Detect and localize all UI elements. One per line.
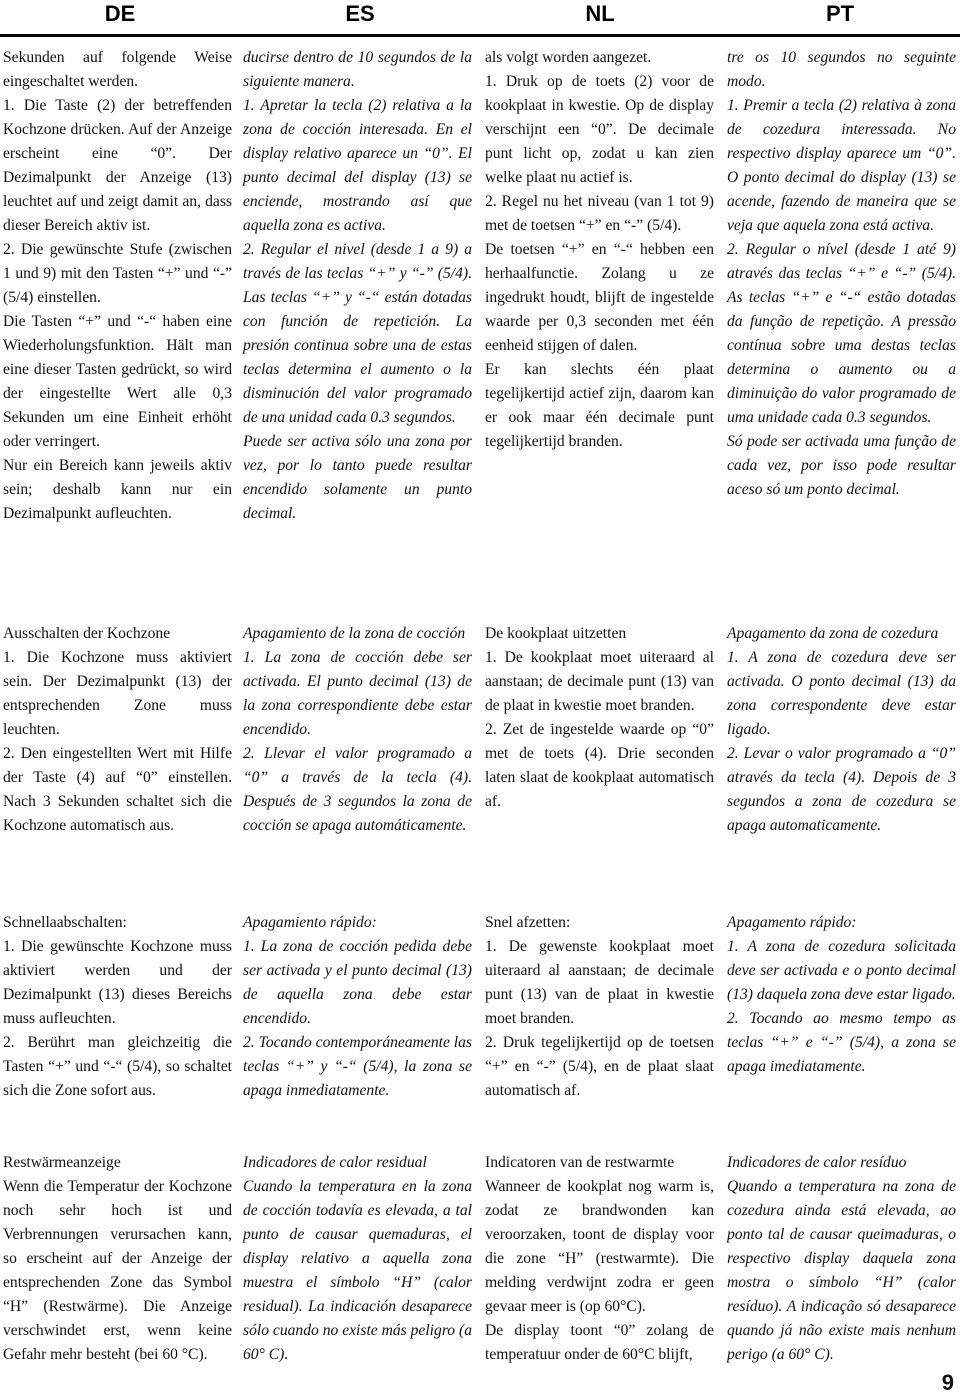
paragraph: Nur ein Bereich kann jeweils aktiv sein; deshalb kann nur ein Dezimalpunkt aufleuchten.	[3, 457, 232, 522]
column-pt	[727, 911, 956, 1079]
paragraph: Cuando la temperatura en la zona de cocción todavía es elevada, a tal punto de causar quemaduras, el display relativo a aquella zona muestra el símbolo “H” (calor residual). La indicación desaparece sólo cuando no existe más peligro (a 60° C).	[243, 1178, 472, 1363]
paragraph: 1. A zona de cozedura solicitada deve ser activada e o ponto decimal (13) daquela zona deve estar ligado.	[727, 938, 956, 1003]
paragraph: 1. A zona de cozedura deve ser activada. O ponto decimal (13) da zona correspondente deve estar ligado.	[727, 649, 956, 738]
paragraph: 1. Apretar la tecla (2) relativa a la zona de cocción interesada. En el display relativo aparece un “0”. El punto decimal del display (13) se enciende, mostrando así que aquella zona es activa.	[243, 97, 472, 234]
paragraph: 1. De gewenste kookplaat moet uiteraard al aanstaan; de decimale punt (13) van de plaat in kwestie moet branden.	[485, 938, 714, 1027]
paragraph: 2. Druk tegelijkertijd op de toetsen “+” en “-” (5/4), en de plaat slaat automatisch af.	[485, 1034, 714, 1099]
column-de	[3, 46, 232, 526]
column-nl	[485, 911, 714, 1103]
column-es	[243, 622, 472, 838]
header-rule	[0, 34, 960, 37]
column-pt	[727, 1151, 956, 1367]
paragraph: 1. De kookplaat moet uiteraard al aanstaan; de decimale punt (13) van de plaat in kwestie moet branden.	[485, 649, 714, 714]
paragraph: 1. Druk op de toets (2) voor de kookplaat in kwestie. Op de display verschijnt een “0”. De decimale punt licht op, zodat u kan zien welke plaat nu actief is.	[485, 73, 714, 186]
paragraph: ducirse dentro de 10 segundos de la siguiente manera.	[243, 49, 472, 90]
paragraph: 1. Premir a tecla (2) relativa à zona de cozedura interessada. No respectivo display aparece um “0”. O ponto decimal do display (13) se acende, fazendo de maneira que se veja que aquela zona está activa.	[727, 97, 956, 234]
paragraph: 1. Die Taste (2) der betreffenden Kochzone drücken. Auf der Anzeige erscheint eine “0”. Der Dezimalpunkt der Anzeige (13) leuchtet auf und zeigt damit an, dass dieser Bereich aktiv ist.	[3, 97, 232, 234]
section-heading: Schnellaabschalten:	[3, 914, 127, 931]
paragraph: Puede ser activa sólo una zona por vez, por lo tanto puede resultar encendido solamente un punto decimal.	[243, 433, 472, 522]
column-nl	[485, 1151, 714, 1367]
paragraph: 2. Tocando ao mesmo tempo as teclas “+” e “-” (5/4), a zona se apaga imediatamente.	[727, 1010, 956, 1075]
section-heading: Snel afzetten:	[485, 914, 571, 931]
column-pt	[727, 46, 956, 502]
language-label-nl: NL	[585, 1, 615, 26]
page-number: 9	[941, 1370, 954, 1395]
section-heading: Apagamento rápido:	[727, 914, 857, 931]
paragraph: De display toont “0” zolang de temperatuur onder de 60°C blijft,	[485, 1322, 714, 1363]
column-pt	[727, 622, 956, 838]
paragraph: 2. Die gewünschte Stufe (zwischen 1 und 9) mit den Tasten “+” und “-” (5/4) einstellen.	[3, 241, 232, 306]
paragraph: 1. La zona de cocción debe ser activada. El punto decimal (13) de la zona correspondiente debe estar encendido.	[243, 649, 472, 738]
paragraph: 2. Berührt man gleichzeitig die Tasten “+” und “-“ (5/4), so schaltet sich die Zone sofort aus.	[3, 1034, 232, 1099]
column-de	[3, 911, 232, 1103]
language-label-de: DE	[104, 1, 136, 26]
paragraph: Die Tasten “+” und “-“ haben eine Wiederholungsfunktion. Hält man eine dieser Tasten gedrückt, so wird der eingestellte Wert alle 0,3 Sekunden um eine Einheit erhöht oder verringert.	[3, 313, 232, 450]
column-es	[243, 46, 472, 526]
paragraph: 2. Regular o nível (desde 1 até 9) através das teclas “+” e “-” (5/4). As teclas “+” e “-“ estão dotadas da função de repetição. A pressão contínua sobre uma destas teclas determina o aumento ou a diminuição do valor programado de uma unidade cada 0.3 segundos.	[727, 241, 956, 426]
paragraph: als volgt worden aangezet.	[485, 49, 652, 66]
column-de	[3, 1151, 232, 1367]
paragraph: 2. Zet de ingestelde waarde op “0” met de toets (4). Drie seconden laten slaat de kookplaat automatisch af.	[485, 721, 714, 810]
paragraph: 2. Tocando contemporáneamente las teclas “+” y “-“ (5/4), la zona se apaga inmediatamente.	[243, 1034, 472, 1099]
column-de	[3, 622, 232, 838]
section-heading: Restwärmeanzeige	[3, 1154, 121, 1171]
paragraph: Wenn die Temperatur der Kochzone noch sehr hoch ist und Verbrennungen verursachen kann, so erscheint auf der Anzeige der entsprechenden Zone das Symbol “H” (Restwärme). Die Anzeige verschwindet erst, wenn keine Gefahr mehr besteht (bei 60 °C).	[3, 1178, 232, 1363]
section-heading: Indicatoren van de restwarmte	[485, 1154, 675, 1171]
column-es	[243, 1151, 472, 1367]
section-heading: Indicadores de calor resíduo	[727, 1154, 907, 1171]
paragraph: tre os 10 segundos no seguinte modo.	[727, 49, 956, 90]
section-heading: Apagamiento rápido:	[243, 914, 377, 931]
paragraph: Er kan slechts één plaat tegelijkertijd actief zijn, daarom kan er ook maar één decimale punt tegelijkertijd branden.	[485, 361, 714, 450]
section-heading: Indicadores de calor residual	[243, 1154, 427, 1171]
section-heading: Ausschalten der Kochzone	[3, 625, 171, 642]
language-label-pt: PT	[825, 1, 855, 26]
paragraph: 2. Regular el nivel (desde 1 a 9) a través de las teclas “+” y “-” (5/4). Las teclas “+” y “-“ están dotadas con función de repetición. La presión continua sobre una de estas teclas determina el aumento o la disminución del valor programado de una unidad cada 0.3 segundos.	[243, 241, 472, 426]
paragraph: Wanneer de kookplat nog warm is, zodat ze brandwonden kan veroorzaken, toont de display voor die zone “H” (restwarmte). Die melding verdwijnt zodra er geen gevaar meer is (op 60°C).	[485, 1178, 714, 1315]
paragraph: 1. Die Kochzone muss aktiviert sein. Der Dezimalpunkt (13) der entsprechenden Zone muss leuchten.	[3, 649, 232, 738]
paragraph: 2. Llevar el valor programado a “0” a través de la tecla (4). Después de 3 segundos la zona de cocción se apaga automáticamente.	[243, 745, 472, 834]
column-es	[243, 911, 472, 1103]
paragraph: 2. Den eingestellten Wert mit Hilfe der Taste (4) auf “0” einstellen. Nach 3 Sekunden schaltet sich die Kochzone automatisch aus.	[3, 745, 232, 834]
paragraph: Quando a temperatura na zona de cozedura ainda está elevada, ao ponto tal de causar queimaduras, o respectivo display daquela zona mostra o símbolo “H” (calor resíduo). A indicação só desaparece quando já não existe mais nenhum perigo (a 60° C).	[727, 1178, 956, 1363]
paragraph: 2. Levar o valor programado a “0” através da tecla (4). Depois de 3 segundos a zona de cozedura se apaga automaticamente.	[727, 745, 956, 834]
paragraph: 2. Regel nu het niveau (van 1 tot 9) met de toetsen “+” en “-” (5/4).	[485, 193, 714, 234]
paragraph: De toetsen “+” en “-“ hebben een herhaalfunctie. Zolang u ze ingedrukt houdt, blijft de ingestelde waarde per 0,3 seconden met één eenheid stijgen of dalen.	[485, 241, 714, 354]
paragraph: Sekunden auf folgende Weise eingeschaltet werden.	[3, 49, 232, 90]
paragraph: Só pode ser activada uma função de cada vez, por isso pode resultar aceso só um ponto decimal.	[727, 433, 956, 498]
section-heading: Apagamiento de la zona de cocción	[243, 625, 466, 642]
section-heading: De kookplaat uitzetten	[485, 625, 627, 642]
language-header	[0, 0, 960, 28]
paragraph: 1. Die gewünschte Kochzone muss aktiviert werden und der Dezimalpunkt (13) dieses Bereichs muss aufleuchten.	[3, 938, 232, 1027]
column-nl	[485, 46, 714, 454]
column-nl	[485, 622, 714, 814]
paragraph: 1. La zona de cocción pedida debe ser activada y el punto decimal (13) de aquella zona debe estar encendido.	[243, 938, 472, 1027]
language-label-es: ES	[345, 1, 375, 26]
section-heading: Apagamento da zona de cozedura	[727, 625, 939, 642]
